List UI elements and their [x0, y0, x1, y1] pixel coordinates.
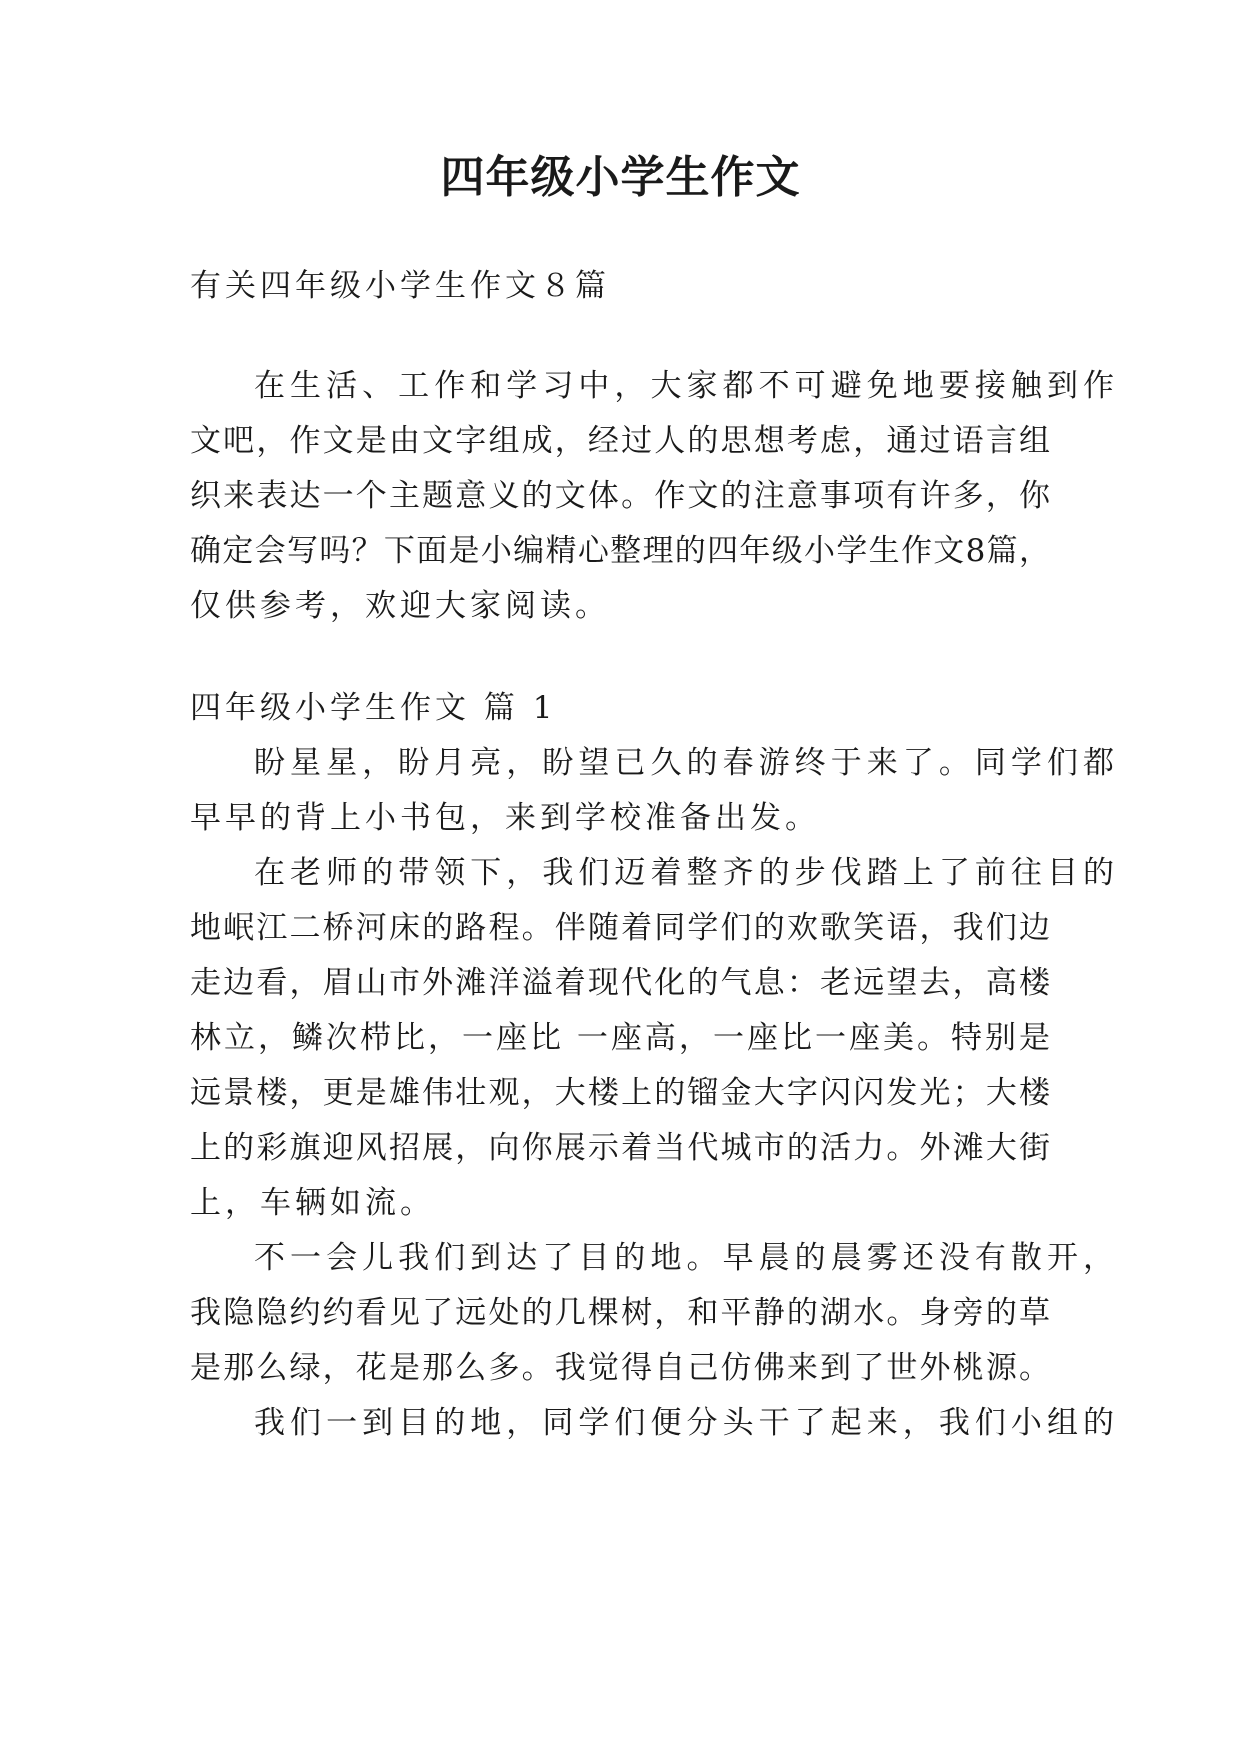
paragraph-line: 早早的背上小书包，来到学校准备出发。: [190, 800, 820, 836]
paragraph-line: 是那么绿，花是那么多。我觉得自己仿佛来到了世外桃源。: [190, 1350, 1050, 1386]
paragraph-line: 上的彩旗迎风招展，向你展示着当代城市的活力。外滩大街: [190, 1130, 1050, 1166]
paragraph-line: 文吧，作文是由文字组成，经过人的思想考虑，通过语言组: [190, 423, 1050, 459]
paragraph-line: 确定会写吗？下面是小编精心整理的四年级小学生作文8篇，: [190, 533, 1050, 569]
document-title: 四年级小学生作文: [440, 152, 801, 203]
paragraph-line: 我隐隐约约看见了远处的几棵树，和平静的湖水。身旁的草: [190, 1295, 1050, 1331]
paragraph-line: 不一会儿我们到达了目的地。早晨的晨雾还没有散开，: [254, 1240, 1114, 1276]
section-heading: 四年级小学生作文 篇 1: [190, 690, 557, 726]
paragraph-line: 织来表达一个主题意义的文体。作文的注意事项有许多，你: [190, 478, 1050, 514]
paragraph-line: 在生活、工作和学习中，大家都不可避免地要接触到作: [254, 368, 1114, 404]
paragraph-line: 地岷江二桥河床的路程。伴随着同学们的欢歌笑语，我们边: [190, 910, 1050, 946]
paragraph-line: 上，车辆如流。: [190, 1185, 435, 1221]
paragraph-line: 仅供参考，欢迎大家阅读。: [190, 588, 610, 624]
document-subtitle: 有关四年级小学生作文８篇: [190, 268, 610, 304]
paragraph-line: 林立，鳞次栉比，一座比 一座高，一座比一座美。特别是: [190, 1020, 1050, 1056]
paragraph-line: 盼星星，盼月亮，盼望已久的春游终于来了。同学们都: [254, 745, 1114, 781]
paragraph-line: 在老师的带领下，我们迈着整齐的步伐踏上了前往目的: [254, 855, 1114, 891]
paragraph-line: 远景楼，更是雄伟壮观，大楼上的镏金大字闪闪发光；大楼: [190, 1075, 1050, 1111]
paragraph-line: 我们一到目的地，同学们便分头干了起来，我们小组的: [254, 1405, 1114, 1441]
paragraph-line: 走边看，眉山市外滩洋溢着现代化的气息：老远望去，高楼: [190, 965, 1050, 1001]
